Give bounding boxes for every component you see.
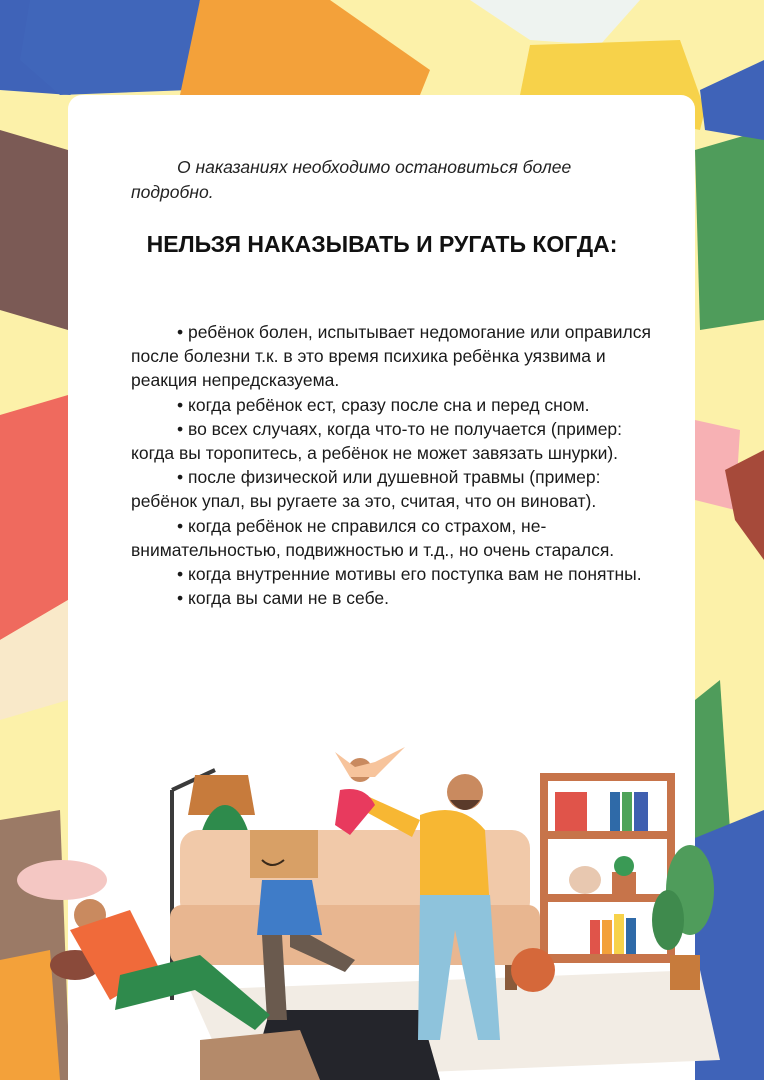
brown-shape [0,130,68,330]
list-item: • когда ребёнок ест, сразу после сна и перед сном. [177,394,590,415]
intro-text: О наказаниях необходимо остановиться более подробно. [131,157,572,202]
rules-list [131,320,651,610]
page-heading: НЕЛЬЗЯ НАКАЗЫВАТЬ И РУГАТЬ КОГДА: [146,231,618,257]
blue-shape [700,60,764,140]
basketball [511,948,555,992]
list-item: • во всех случаях, когда что-то не получается (пример: когда вы торопитесь, а ребёнок не может завязать шнурки). [131,418,623,464]
list-item: • после физической или душевной травмы (пример: ребёнок упал, вы ругаете за это, считая, что он виноват). [131,467,601,512]
coral-shape [0,395,68,640]
list-item: • когда внутренние мотивы его поступка вам не понятны. [177,564,642,585]
list-item: • когда вы сами не в себе. [177,588,389,609]
orange-shape [180,0,430,95]
light-shape [470,0,640,45]
green-shape [695,130,764,330]
blue-shape [20,0,200,95]
list-item: • когда ребёнок не справился со страхом, не-внимательностью, подвижностью и т.д., но очень старался. [131,515,615,560]
list-item: • ребёнок болен, испытывает недомогание или оправился после болезни т.к. в это время психика ребёнка уязвима и реакция непредсказуема. [131,322,651,391]
family-illustration [0,740,764,1080]
